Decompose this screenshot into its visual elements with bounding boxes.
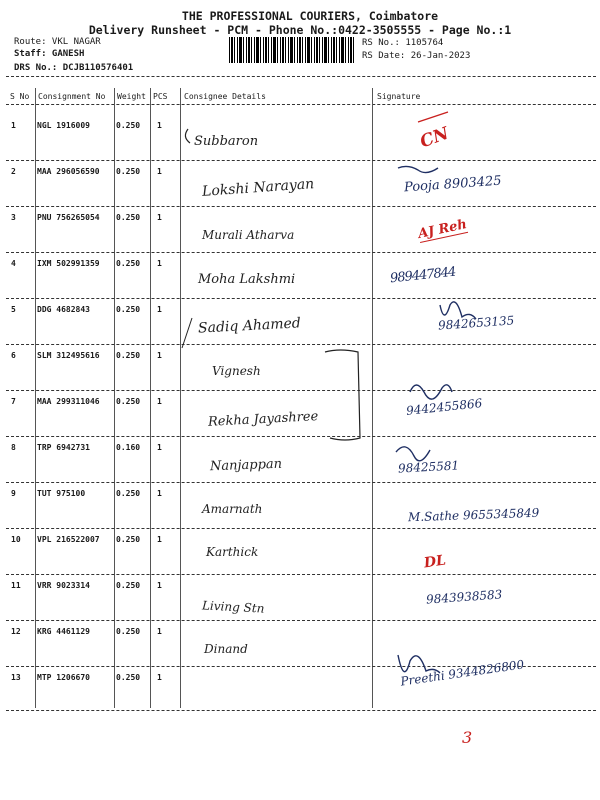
row-sno: 10 [11, 535, 21, 544]
row-weight: 0.250 [116, 213, 141, 222]
row-consignment: MAA 299311046 [37, 397, 100, 406]
row-signature: 9843938583 [425, 587, 503, 607]
row-consignment: PNU 756265054 [37, 213, 100, 222]
pen-stroke [185, 129, 190, 143]
row-consignment: IXM 502991359 [37, 259, 100, 268]
row-consignee: Living Stn [201, 598, 265, 616]
row-weight: 0.250 [116, 627, 141, 636]
footer-mark: 3 [462, 728, 473, 747]
row-sno: 5 [11, 305, 16, 314]
stamp-stroke [418, 112, 448, 122]
row-consignment: MTP 1206670 [37, 673, 90, 682]
rs-number: RS No.: 1105764 [362, 38, 444, 48]
row-note: AJ Reh [416, 217, 469, 242]
row-consignee: Subbaron [194, 134, 259, 149]
row-signature: 9442455866 [405, 396, 483, 418]
row-consignee: Nanjappan [209, 456, 283, 475]
company-title: THE PROFESSIONAL COURIERS, Coimbatore [181, 9, 439, 23]
row-pcs: 1 [157, 443, 162, 452]
signature-stroke [398, 166, 438, 172]
row-sno: 11 [11, 581, 21, 590]
row-consignee: Amarnath [202, 502, 263, 516]
row-consignee: Karthick [206, 545, 259, 559]
row-pcs: 1 [157, 121, 162, 130]
row-sno: 4 [11, 259, 16, 268]
row-weight: 0.250 [116, 489, 141, 498]
row-pcs: 1 [157, 489, 162, 498]
row-weight: 0.250 [116, 397, 141, 406]
row-sno: 1 [11, 121, 16, 130]
row-pcs: 1 [157, 167, 162, 176]
row-weight: 0.160 [116, 443, 141, 452]
row-consignee: Vignesh [212, 364, 261, 378]
row-consignment: SLM 312495616 [37, 351, 100, 360]
row-sno: 13 [11, 673, 21, 682]
route-label: Route: VKL NAGAR [14, 37, 101, 47]
row-consignment: KRG 4461129 [37, 627, 90, 636]
row-note: DL [422, 552, 447, 572]
row-weight: 0.250 [116, 535, 141, 544]
signature-stroke [410, 385, 452, 399]
row-weight: 0.250 [116, 581, 141, 590]
row-consignment: VPL 216522007 [37, 535, 100, 544]
row-consignee: Dinand [204, 642, 248, 656]
col-pcs: PCS [153, 92, 168, 101]
row-weight: 0.250 [116, 673, 141, 682]
col-details: Consignee Details [184, 92, 266, 101]
signature-stroke [398, 655, 440, 673]
row-sno: 12 [11, 627, 21, 636]
row-consignment: VRR 9023314 [37, 581, 90, 590]
row-sno: 9 [11, 489, 16, 498]
row-consignee: Lokshi Narayan [201, 176, 315, 200]
rs-date: RS Date: 26-Jan-2023 [362, 51, 471, 61]
row-consignment: TRP 6942731 [37, 443, 90, 452]
row-pcs: 1 [157, 305, 162, 314]
row-pcs: 1 [157, 673, 162, 682]
drs-number: DRS No.: DCJB110576401 [14, 63, 134, 73]
signature-stroke [440, 302, 476, 319]
row-sno: 3 [11, 213, 16, 222]
row-consignment: DDG 4682843 [37, 305, 90, 314]
row-signature: 9842653135 [437, 313, 515, 333]
row-pcs: 1 [157, 351, 162, 360]
row-pcs: 1 [157, 581, 162, 590]
row-sno: 8 [11, 443, 16, 452]
bracket-mark [325, 350, 360, 440]
runsheet-subtitle: Delivery Runsheet - PCM - Phone No.:0422-3505555 - Page No.:1 [88, 23, 512, 37]
row-consignment: NGL 1916009 [37, 121, 90, 130]
row-signature: 989447844 [389, 264, 457, 287]
row-signature: 98425581 [397, 458, 460, 476]
row-pcs: 1 [157, 627, 162, 636]
row-sno: 2 [11, 167, 16, 176]
row-note: CN [417, 123, 452, 153]
signature-stroke [396, 447, 430, 461]
pen-stroke [182, 318, 192, 348]
row-pcs: 1 [157, 397, 162, 406]
staff-label: Staff: GANESH [14, 49, 85, 59]
row-weight: 0.250 [116, 121, 141, 130]
row-pcs: 1 [157, 213, 162, 222]
row-weight: 0.250 [116, 351, 141, 360]
row-signature: Pooja 8903425 [403, 173, 503, 196]
row-weight: 0.250 [116, 167, 141, 176]
row-weight: 0.250 [116, 305, 141, 314]
row-sno: 6 [11, 351, 16, 360]
row-pcs: 1 [157, 535, 162, 544]
row-signature: M.Sathe 9655345849 [407, 505, 540, 525]
col-consignment: Consignment No [38, 92, 106, 101]
row-consignee: Murali Atharva [202, 228, 295, 242]
row-consignment: MAA 296056590 [37, 167, 100, 176]
row-pcs: 1 [157, 259, 162, 268]
row-weight: 0.250 [116, 259, 141, 268]
col-signature: Signature [377, 92, 421, 101]
row-consignee: Moha Lakshmi [198, 272, 296, 287]
col-sno: S No [10, 92, 30, 101]
row-consignee: Sadiq Ahamed [197, 315, 302, 337]
row-consignment: TUT 975100 [37, 489, 86, 498]
row-sno: 7 [11, 397, 16, 406]
col-weight: Weight [117, 92, 146, 101]
row-consignee: Rekha Jayashree [207, 409, 319, 430]
row-signature: Preethi 9344826800 [399, 657, 525, 689]
